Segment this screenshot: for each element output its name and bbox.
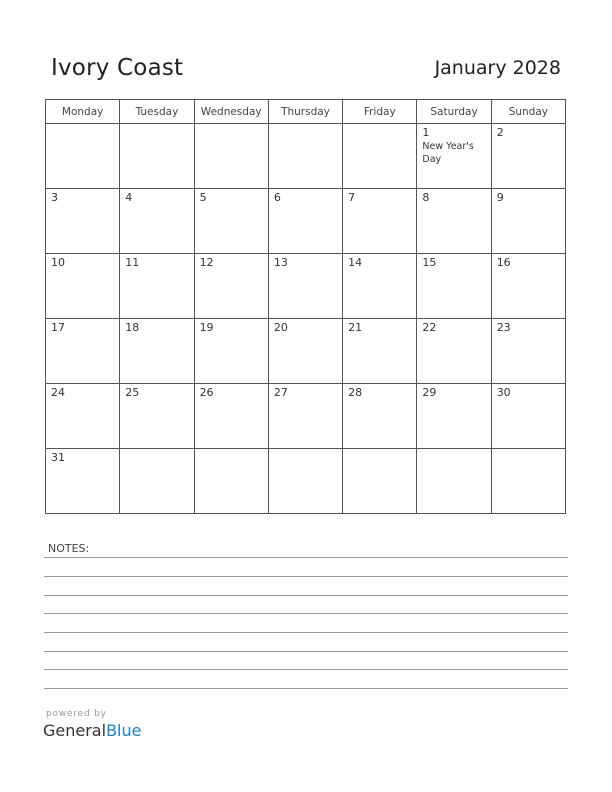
day-cell [268,384,342,449]
brand-blue-text: Blue [106,721,142,740]
week-row [46,319,566,384]
day-number: 11 [125,256,140,269]
day-number [195,449,268,451]
day-number [120,124,193,126]
weekday-header: Wednesday [194,100,268,124]
weekday-header: Saturday [417,100,491,124]
notes-label: NOTES: [48,542,90,555]
day-cell [491,449,565,514]
note-line [44,613,568,614]
note-line [44,651,568,652]
week-row [46,124,566,189]
day-cell [46,189,120,254]
day-cell [46,449,120,514]
day-cell [343,254,417,319]
day-number [46,124,119,126]
day-number: 24 [51,386,65,399]
day-cell [417,254,491,319]
weekday-header: Tuesday [120,100,194,124]
powered-by-label: powered by [46,709,107,719]
day-cell [343,449,417,514]
calendar-grid [45,99,566,514]
day-cell [120,449,194,514]
day-cell [120,319,194,384]
weekday-header: Monday [46,100,120,124]
day-number: 5 [199,191,207,204]
brand-general-text: General [43,721,107,740]
weekday-header: Sunday [491,100,565,124]
day-cell [120,189,194,254]
note-line [44,688,568,689]
day-number: 26 [199,386,214,399]
day-cell [268,254,342,319]
day-number: 29 [422,386,437,399]
note-line [44,632,568,633]
day-number: 25 [125,386,140,399]
day-cell [194,124,268,189]
day-number: 4 [125,191,133,204]
day-cell [491,189,565,254]
weekday-header: Friday [343,100,417,124]
day-number: 8 [422,191,430,204]
day-number: 16 [496,256,511,269]
day-cell [343,124,417,189]
day-number [269,124,342,126]
week-row [46,449,566,514]
day-number [195,124,268,126]
day-number: 20 [273,321,288,334]
day-number [417,449,490,451]
day-cell [417,319,491,384]
weekday-header-row [46,100,566,124]
day-cell [417,189,491,254]
day-number: 13 [273,256,288,269]
day-number: 23 [496,321,511,334]
day-cell [343,189,417,254]
day-cell [491,254,565,319]
day-number: 28 [348,386,363,399]
day-number: 19 [199,321,214,334]
day-number: 6 [273,191,281,204]
day-number: 10 [51,256,65,269]
day-number [120,449,193,451]
note-line [44,557,568,558]
day-cell [120,124,194,189]
weekday-header: Thursday [268,100,342,124]
note-line [44,669,568,670]
week-row [46,384,566,449]
day-cell [46,124,120,189]
day-number: 21 [348,321,363,334]
day-number [492,449,565,451]
day-cell [46,319,120,384]
day-cell [120,384,194,449]
day-cell [268,189,342,254]
day-number: 17 [51,321,65,334]
day-number: 22 [422,321,437,334]
day-cell [491,319,565,384]
day-cell [417,384,491,449]
day-cell [417,449,491,514]
day-number: 1 [422,126,430,139]
note-line [44,576,568,577]
day-number: 15 [422,256,437,269]
day-number: 2 [496,126,504,139]
brand-logo [43,721,141,740]
day-cell [343,319,417,384]
day-number: 7 [348,191,356,204]
day-cell [491,384,565,449]
week-row [46,254,566,319]
day-number: 27 [273,386,288,399]
note-line [44,595,568,596]
day-number: 9 [496,191,504,204]
day-number [343,449,416,451]
day-cell [194,189,268,254]
holiday-label: New Year's Day [422,141,474,165]
day-cell [268,319,342,384]
day-cell [417,124,491,189]
page-title: Ivory Coast [51,55,184,81]
day-cell [46,384,120,449]
day-cell [194,449,268,514]
day-number: 3 [51,191,58,204]
day-cell [343,384,417,449]
day-cell [268,124,342,189]
day-cell [194,254,268,319]
day-cell [194,319,268,384]
day-number [269,449,342,451]
day-cell [46,254,120,319]
day-cell [194,384,268,449]
day-number [343,124,416,126]
day-cell [120,254,194,319]
day-number: 18 [125,321,140,334]
day-cell [491,124,565,189]
day-cell [268,449,342,514]
day-number: 31 [51,451,65,464]
month-year-title: January 2028 [434,57,561,79]
day-number: 14 [348,256,363,269]
day-number: 30 [496,386,511,399]
day-number: 12 [199,256,214,269]
week-row [46,189,566,254]
